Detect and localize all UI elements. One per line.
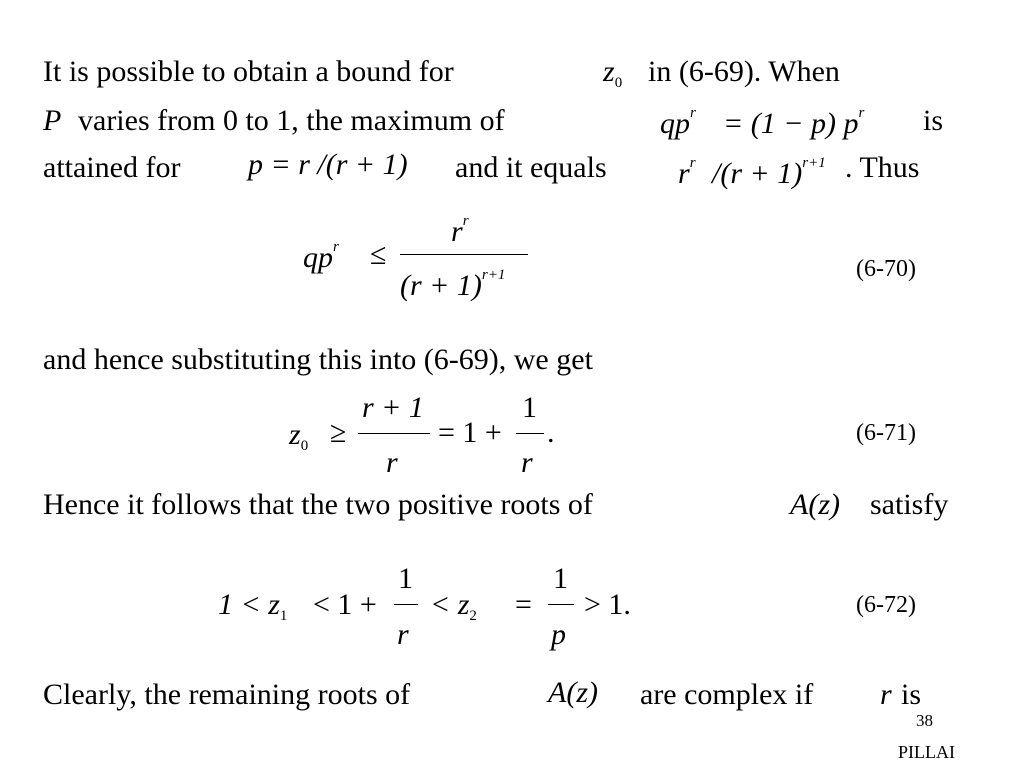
eq-6-71-fraction-bar-1 [358, 433, 430, 434]
maximum-expression-math: = (1 − p) $p^r$ [723, 105, 865, 140]
eq-6-71-middle: = 1 + [438, 416, 502, 449]
eq-6-72-numerator-1: 1 [398, 562, 413, 595]
author-footer: PILLAI [898, 742, 955, 762]
eq-6-71-period: . [547, 416, 555, 449]
paragraph-3-end: satisfy [870, 488, 949, 521]
paragraph-1-line-2-end: is [923, 104, 944, 137]
eq-6-71-label: (6-71) [856, 420, 916, 446]
paragraph-1-line-3-text: attained for [43, 151, 181, 184]
paragraph-3-text: Hence it follows that the two positive roots of [43, 488, 593, 521]
A-of-z-math-2: A(z) [548, 676, 598, 709]
eq-6-71-lhs: $z_0$ [289, 418, 309, 454]
eq-6-70-fraction-bar [400, 254, 528, 255]
eq-6-71-fraction-bar-2 [516, 433, 544, 434]
paragraph-1-line-3-mid: and it equals [455, 151, 607, 184]
r-power-r-math: $r^r$ [678, 155, 696, 190]
A-of-z-math: A(z) [790, 488, 840, 521]
eq-6-71-numerator-1: r + 1 [362, 391, 424, 424]
eq-6-70-denominator: $(r + 1)^{r+1}$ [400, 267, 506, 302]
eq-6-72-numerator-2: 1 [553, 562, 568, 595]
eq-6-72-part-1: $1 < z_1$ [218, 588, 288, 624]
paragraph-1-line-3-end: . Thus [845, 151, 920, 184]
paragraph-4-text: Clearly, the remaining roots of [43, 678, 411, 711]
eq-6-72-fraction-bar-1 [394, 604, 418, 605]
eq-6-72-label: (6-72) [856, 592, 916, 618]
eq-6-72-fraction-bar-2 [548, 604, 574, 605]
variable-p-capital: P [43, 104, 62, 137]
eq-6-70-lhs: $qp^r$ [303, 239, 339, 274]
eq-6-71-geq-symbol: ≥ [330, 416, 347, 449]
z0-inline-math: $z_0$ [603, 55, 623, 91]
eq-6-71-denominator-1: r [386, 446, 398, 479]
eq-6-72-part-3: < $z_2$ [430, 588, 477, 624]
over-r-plus-1-math: $/(r + 1)^{r+1}$ [712, 155, 826, 190]
eq-6-72-denominator-1: r [397, 618, 409, 651]
eq-6-70-numerator: $r^r$ [451, 213, 469, 248]
paragraph-1-line-2-text: varies from 0 to 1, the maximum of [78, 104, 505, 137]
eq-6-72-equals: = [515, 588, 532, 621]
paragraph-1-line-1-text-end: in (6-69). When [648, 55, 840, 88]
paragraph-1-line-1-text: It is possible to obtain a bound for [43, 55, 454, 88]
qp-r-inline-math: $qp^r$ [660, 105, 696, 140]
eq-6-70-leq-symbol: ≤ [370, 238, 387, 271]
paragraph-4-mid: are complex if [640, 678, 814, 711]
variable-r: r [880, 678, 892, 711]
paragraph-4-end: is [901, 678, 922, 711]
eq-6-72-part-5: > 1. [584, 588, 631, 621]
p-equals-math: p = r /(r + 1) [248, 148, 408, 181]
page-number: 38 [916, 711, 933, 730]
eq-6-70-label: (6-70) [856, 256, 916, 282]
eq-6-72-part-2: < 1 + [313, 588, 377, 621]
eq-6-71-denominator-2: r [521, 446, 533, 479]
eq-6-72-denominator-2: p [551, 618, 566, 651]
eq-6-71-numerator-2: 1 [522, 391, 537, 424]
paragraph-2-text: and hence substituting this into (6-69), we get [43, 343, 593, 376]
